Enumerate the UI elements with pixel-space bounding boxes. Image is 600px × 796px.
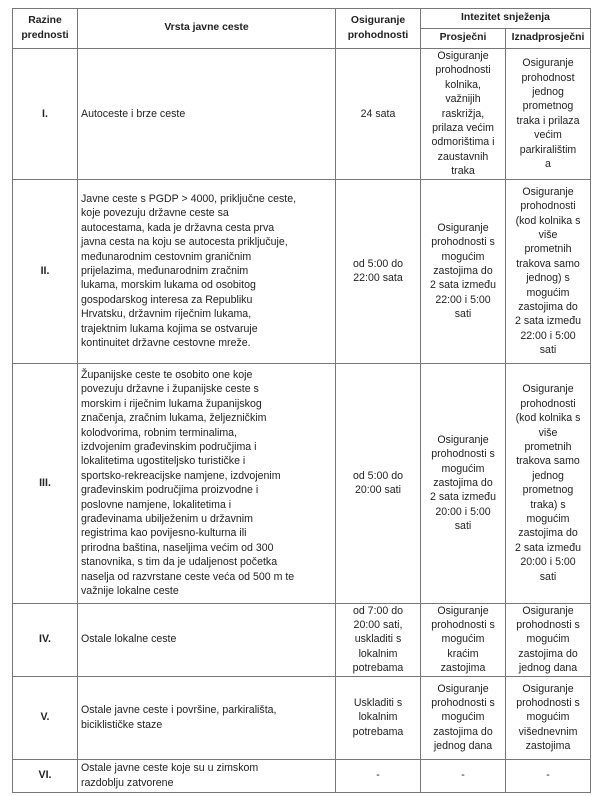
table-row (13, 49, 591, 180)
level-cell: I. (13, 49, 78, 180)
level-cell: V. (13, 676, 78, 759)
passability-cell: od 5:00 do 22:00 sata (336, 179, 421, 363)
level-cell: VI. (13, 759, 78, 792)
average-cell: Osiguranje prohodnosti s mogućim zastojima do jednog dana (421, 676, 506, 759)
passability-cell: od 7:00 do 20:00 sati, uskladiti s lokalnim potrebama (336, 603, 421, 676)
header-above-average: Iznadprosječni (506, 29, 591, 49)
road-type-cell: Ostale javne ceste i površine, parkirališta, biciklističke staze (78, 676, 336, 759)
table-row (13, 676, 591, 759)
above-average-cell: Osiguranje prohodnost jednog prometnog traka i prilaza većim parkiralištim a (506, 49, 591, 180)
above-average-cell: Osiguranje prohodnosti (kod kolnika s više prometnih trakova samo jednog prometnog traka) s mogućim zastojima do 2 sata između 20:00 i 5:00 sati (506, 363, 591, 603)
header-level: Razine prednosti (13, 9, 78, 49)
header-average: Prosječni (421, 29, 506, 49)
level-cell: II. (13, 179, 78, 363)
passability-cell: - (336, 759, 421, 792)
above-average-cell: Osiguranje prohodnosti (kod kolnika s više prometnih trakova samo jednog) s mogućim zastojima do 2 sata između 22:00 i 5:00 sati (506, 179, 591, 363)
road-type-cell: Županijske ceste te osobito one koje povezuju državne i županijske ceste s morskim i riječnim lukama županijskog značenja, zračnim lukama, željezničkim kolodvorima, robnim terminalima, izdvojenim građevinskim područjima i lokalitetima ugostiteljsko turističke i sportsko-rekreacijske namjene, izdvojenim građevinskim područjima proizvodne i poslovne namjene, lokalitetima i građevinama ubilježenim u državnim registrima kao povijesno-kulturna ili prirodna baština, naseljima većim od 300 stanovnika, s tim da je udaljenost početka naselja od razvrstane ceste veća od 500 m te važnije lokalne ceste (78, 363, 336, 603)
average-cell: Osiguranje prohodnosti s mogućim zastojima do 2 sata između 22:00 i 5:00 sati (421, 179, 506, 363)
header-snow-intensity: Intezitet snježenja (421, 9, 591, 29)
road-type-cell: Autoceste i brze ceste (78, 49, 336, 180)
road-type-cell: Javne ceste s PGDP > 4000, priključne ceste, koje povezuju državne ceste sa autocestama, kada je državna cesta prva javna cesta na koju se autocesta priključuje, međunarodnim cestovnim graničnim prijelazima, međunarodnim zračnim lukama, morskim lukama od osobitog gospodarskog interesa za Republiku Hrvatsku, državnim riječnim lukama, trajektnim lukama kojima se ostvaruje kontinuitet državne cestovne mreže. (78, 179, 336, 363)
passability-cell: Uskladiti s lokalnim potrebama (336, 676, 421, 759)
average-cell: Osiguranje prohodnosti kolnika, važnijih raskrižja, prilaza većim odmorištima i zaustavnih traka (421, 49, 506, 180)
road-type-cell: Ostale lokalne ceste (78, 603, 336, 676)
above-average-cell: Osiguranje prohodnosti s mogućim višednevnim zastojima (506, 676, 591, 759)
average-cell: - (421, 759, 506, 792)
table-row (13, 603, 591, 676)
above-average-cell: - (506, 759, 591, 792)
average-cell: Osiguranje prohodnosti s mogućim zastojima do 2 sata između 20:00 i 5:00 sati (421, 363, 506, 603)
header-passability: Osiguranje prohodnosti (336, 9, 421, 49)
average-cell: Osiguranje prohodnosti s mogućim kraćim zastojima (421, 603, 506, 676)
level-cell: IV. (13, 603, 78, 676)
passability-cell: od 5:00 do 20:00 sati (336, 363, 421, 603)
header-road-type: Vrsta javne ceste (78, 9, 336, 49)
above-average-cell: Osiguranje prohodnosti s mogućim zastojima do jednog dana (506, 603, 591, 676)
level-cell: III. (13, 363, 78, 603)
passability-cell: 24 sata (336, 49, 421, 180)
table-row (13, 759, 591, 792)
winter-service-priority-table (12, 8, 591, 793)
table-row (13, 179, 591, 363)
road-type-cell: Ostale javne ceste koje su u zimskom razdoblju zatvorene (78, 759, 336, 792)
table-row (13, 363, 591, 603)
